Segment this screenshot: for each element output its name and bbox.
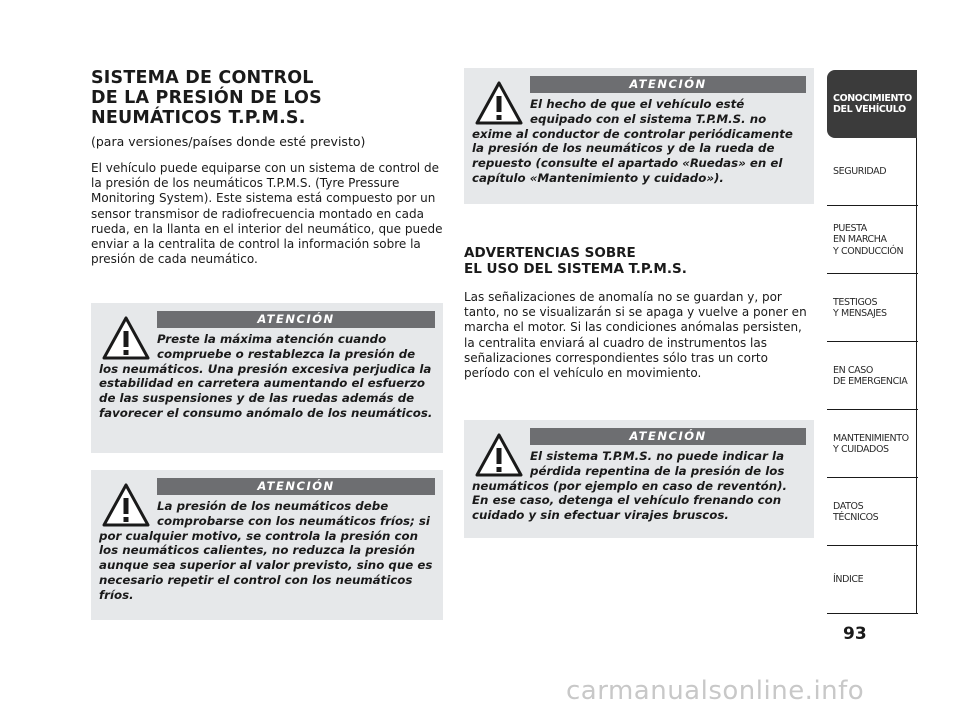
tab-puesta-en-marcha[interactable] <box>827 206 917 274</box>
intro-paragraph: El vehículo puede equiparse con un sistema de control de la presión de los neumáticos T.P.M.S. (Tyre Pressure Monitoring System). Este sistema está compuesto por un sensor transmisor de radiofrecuencia montado en cada rueda, en la llanta en el interior del neumático, que puede enviar a la centralita de control la información sobre la presión de cada neumático. <box>91 161 443 267</box>
warning-triangle-icon <box>474 432 524 478</box>
watermark: carmanualsonline.info <box>566 676 865 706</box>
warning-box <box>464 68 814 204</box>
main-section <box>91 68 443 267</box>
warning-label: ATENCIÓN <box>530 76 806 93</box>
tab-seguridad[interactable] <box>827 138 917 206</box>
tab-label: SEGURIDAD <box>833 166 887 178</box>
section-title <box>464 246 687 277</box>
tab-conocimiento-del-vehiculo[interactable] <box>827 70 917 138</box>
warning-triangle-icon <box>101 315 151 361</box>
section-title-line: ADVERTENCIAS SOBRE <box>464 245 636 261</box>
warning-label: ATENCIÓN <box>530 428 806 445</box>
warning-label: ATENCIÓN <box>157 478 435 495</box>
tab-label: ÍNDICE <box>833 574 864 586</box>
warning-triangle-icon <box>101 482 151 528</box>
warning-text: por cualquier motivo, se controla la presión con los neumáticos calientes, no reduzca la presión aunque sea superior al valor previsto, sino que es necesario repetir el control con los neumáticos fríos. <box>99 528 433 602</box>
warning-lead-text: La presión de los neumáticos debe comprobarse con los neumáticos fríos; si <box>157 499 430 528</box>
tab-label: EN CASO DE EMERGENCIA <box>833 364 908 387</box>
tab-en-caso-de-emergencia[interactable] <box>827 342 917 410</box>
warning-lead-text: El sistema T.P.M.S. no puede indicar la pérdida repentina de la presión de los <box>530 449 785 478</box>
section-title-line: EL USO DEL SISTEMA T.P.M.S. <box>464 260 687 277</box>
warning-box <box>464 420 814 538</box>
page-title <box>91 68 443 128</box>
tab-indice[interactable] <box>827 546 917 614</box>
warning-box <box>91 303 443 453</box>
tab-mantenimiento[interactable] <box>827 410 917 478</box>
warning-label: ATENCIÓN <box>157 311 435 328</box>
tab-label: DATOS TÉCNICOS <box>833 500 879 523</box>
tab-testigos-y-mensajes[interactable] <box>827 274 917 342</box>
warning-lead-text: Preste la máxima atención cuando compruebe o restablezca la presión de <box>157 332 416 361</box>
warning-lead-text: El hecho de que el vehículo esté equipado con el sistema T.P.M.S. no <box>530 97 767 126</box>
chapter-nav <box>827 70 917 614</box>
warning-box <box>91 470 443 620</box>
title-line: DE LA PRESIÓN DE LOS <box>91 88 322 108</box>
subtitle: (para versiones/países donde esté previsto) <box>91 134 366 149</box>
warning-text: neumáticos (por ejemplo en caso de reventón). En ese caso, detenga el vehículo frenando con cuidado y sin efectuar virajes bruscos. <box>472 478 788 523</box>
title-line: NEUMÁTICOS T.P.M.S. <box>91 108 306 128</box>
warning-text: los neumáticos. Una presión excesiva perjudica la estabilidad en carretera aumentando el esfuerzo de las suspensiones y de las ruedas además de favorecer el consumo anómalo de los neumáticos. <box>99 361 433 420</box>
page-number: 93 <box>843 624 867 644</box>
tab-label: MANTENIMIENTO Y CUIDADOS <box>833 432 909 455</box>
warning-triangle-icon <box>474 80 524 126</box>
section-paragraph: Las señalizaciones de anomalía no se guardan y, por tanto, no se visualizarán si se apaga y vuelve a poner en marcha el motor. Si las condiciones anómalas persisten, la centralita enviará al cuadro de instrumentos las señalizaciones correspondientes sólo tras un corto período con el vehículo en movimiento. <box>464 290 807 381</box>
tab-label: TESTIGOS Y MENSAJES <box>833 296 887 319</box>
title-line: SISTEMA DE CONTROL <box>91 68 314 88</box>
tab-label: PUESTA EN MARCHA Y CONDUCCIÓN <box>833 222 904 257</box>
tab-label: CONOCIMIENTO DEL VEHÍCULO <box>833 92 912 115</box>
warning-text: exime al conductor de controlar periódicamente la presión de los neumáticos y de la rueda de repuesto (consulte el apartado «Ruedas» en el capítulo «Mantenimiento y cuidado»). <box>472 126 793 185</box>
tab-datos-tecnicos[interactable] <box>827 478 917 546</box>
